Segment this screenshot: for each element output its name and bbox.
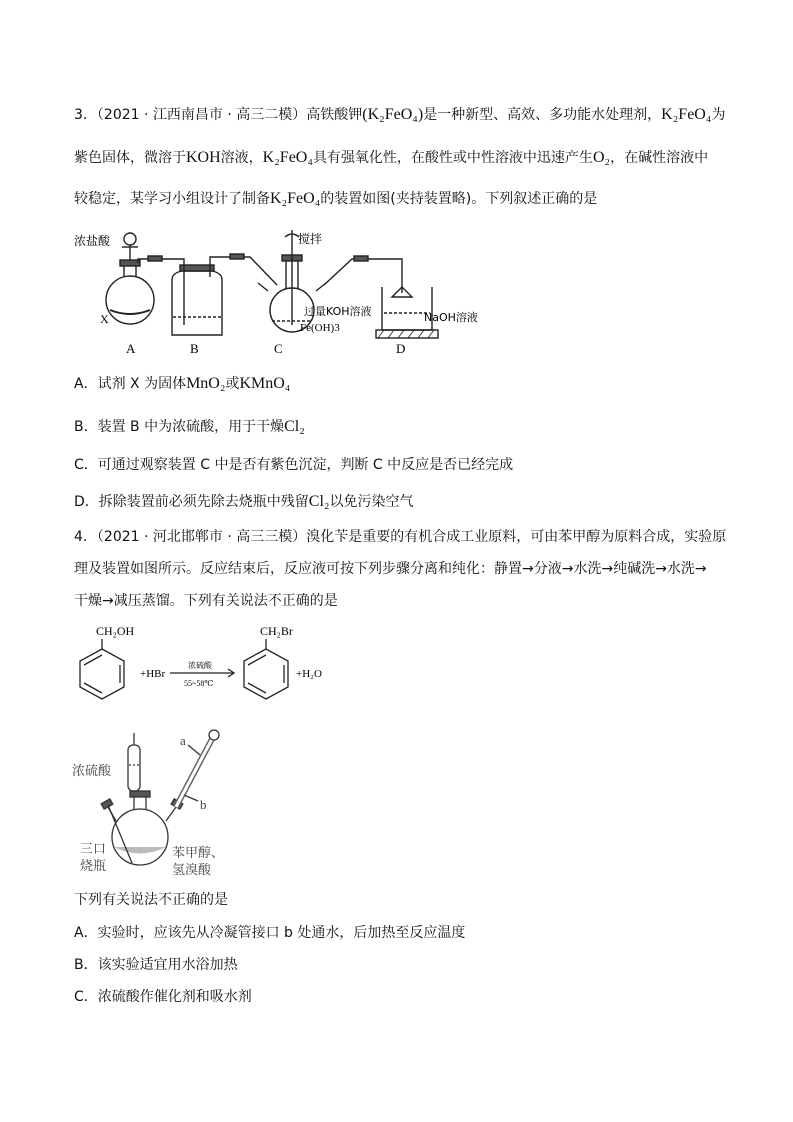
q3-text: ，在碱性溶液中: [610, 150, 709, 166]
q3-text: 具有强氧化性，在酸性或中性溶液中迅速产生: [312, 150, 593, 166]
label-a: A: [126, 341, 136, 356]
q4-option-b: B．该实验适宜用水浴加热: [74, 957, 238, 973]
q3-option-b: [74, 417, 305, 437]
q4-question: 下列有关说法不正确的是: [74, 892, 228, 908]
temp-label: 55~58℃: [184, 679, 214, 688]
q4-line-3: 干燥→减压蒸馏。下列有关说法不正确的是: [74, 593, 338, 609]
q3-line-1: [74, 105, 725, 125]
formula: KMnO₄: [239, 375, 291, 392]
q3-option-c: C．可通过观察装置 C 中是否有紫色沉淀，判断 C 中反应是否已经完成: [74, 457, 514, 473]
q3-text: 较稳定，某学习小组设计了制备: [74, 191, 270, 207]
label-content-2: 氢溴酸: [172, 863, 212, 878]
q4-reaction-equation: [72, 615, 352, 710]
formula: O₂: [592, 149, 611, 166]
q4-option-a: A．实验时，应该先从冷凝管接口 b 处通水，后加热至反应温度: [74, 925, 466, 941]
formula: K₂FeO₄: [661, 106, 712, 123]
label-koh: 过量KOH溶液: [304, 305, 372, 318]
label-x: X: [100, 312, 109, 326]
q3-text: 高铁酸钾: [306, 107, 363, 123]
benzene-ring-reactant: [80, 649, 124, 699]
label-a-port: a: [180, 733, 186, 748]
label-flask-2: 烧瓶: [80, 859, 107, 874]
flask-a: [106, 276, 154, 324]
q4-line-2: 理及装置如图所示。反应结束后，反应液可按下列步骤分离和纯化：静置→分液→水洗→纯碱洗→水洗→: [74, 561, 707, 577]
three-neck-flask: [112, 809, 168, 865]
q3-text: D．拆除装置前必须先除去烧瓶中残留: [74, 494, 309, 510]
q3-text: 溶液，: [220, 150, 263, 166]
q3-text: 的装置如图(夹持装置略)。下列叙述正确的是: [320, 191, 598, 207]
q3-text: 紫色固体，微溶于: [74, 150, 186, 166]
q3-line-3: [74, 189, 597, 209]
q3-option-a: [74, 374, 290, 394]
label-d: D: [396, 341, 406, 356]
bottle-b: [172, 271, 222, 335]
label-acid-4: 浓硫酸: [72, 764, 112, 779]
plus-hbr: +HBr: [140, 668, 166, 680]
q4-apparatus-figure: [72, 725, 252, 880]
q3-text: 为: [711, 107, 726, 123]
formula: K₂FeO₄: [262, 149, 313, 166]
dropping-funnel: [124, 233, 136, 245]
label-naoh: NaOH溶液: [424, 311, 478, 324]
q3-text: 是一种新型、高效、多功能水处理剂，: [423, 107, 662, 123]
label-content-1: 苯甲醇、: [172, 846, 225, 861]
dropping-funnel: [128, 745, 140, 791]
q3-header: 3．（2021 · 江西南昌市 · 高三二模）: [74, 107, 307, 123]
label-b-port: b: [200, 797, 207, 812]
plus-h2o: +H₂O: [296, 668, 322, 680]
q3-text: 或: [225, 376, 240, 392]
q3-option-d: [74, 492, 413, 512]
formula: MnO₂: [186, 375, 226, 392]
label-b: B: [190, 341, 199, 356]
label-c: C: [274, 341, 283, 356]
catalyst-label: 浓硫酸: [188, 661, 212, 670]
label-acid: 浓盐酸: [74, 234, 111, 248]
reactant-label: CH₂OH: [96, 624, 135, 638]
product-label: CH₂Br: [260, 624, 293, 638]
q3-apparatus-figure: [72, 225, 502, 360]
formula: KOH: [186, 149, 221, 166]
formula: (K₂FeO₄): [362, 106, 424, 123]
q3-text: 以免污染空气: [329, 494, 414, 510]
label-stir: 搅拌: [298, 232, 323, 246]
benzene-ring-product: [244, 649, 288, 699]
q3-text: B．装置 B 中为浓硫酸，用于干燥: [74, 419, 285, 435]
q4-option-c: C．浓硫酸作催化剂和吸水剂: [74, 989, 252, 1005]
formula: Cl₂: [284, 418, 305, 435]
formula: K₂FeO₄: [270, 190, 321, 207]
label-flask-1: 三口: [80, 842, 107, 857]
formula: Cl₂: [308, 493, 330, 510]
label-feoh: Fe(OH)3: [300, 322, 340, 334]
q3-line-2: [74, 148, 708, 168]
q4-line-1: 4．（2021 · 河北邯郸市 · 高三三模）溴化苄是重要的有机合成工业原料，可由苯甲醇为原料合成，实验原: [74, 529, 727, 545]
q3-text: A．试剂 X 为固体: [74, 376, 187, 392]
